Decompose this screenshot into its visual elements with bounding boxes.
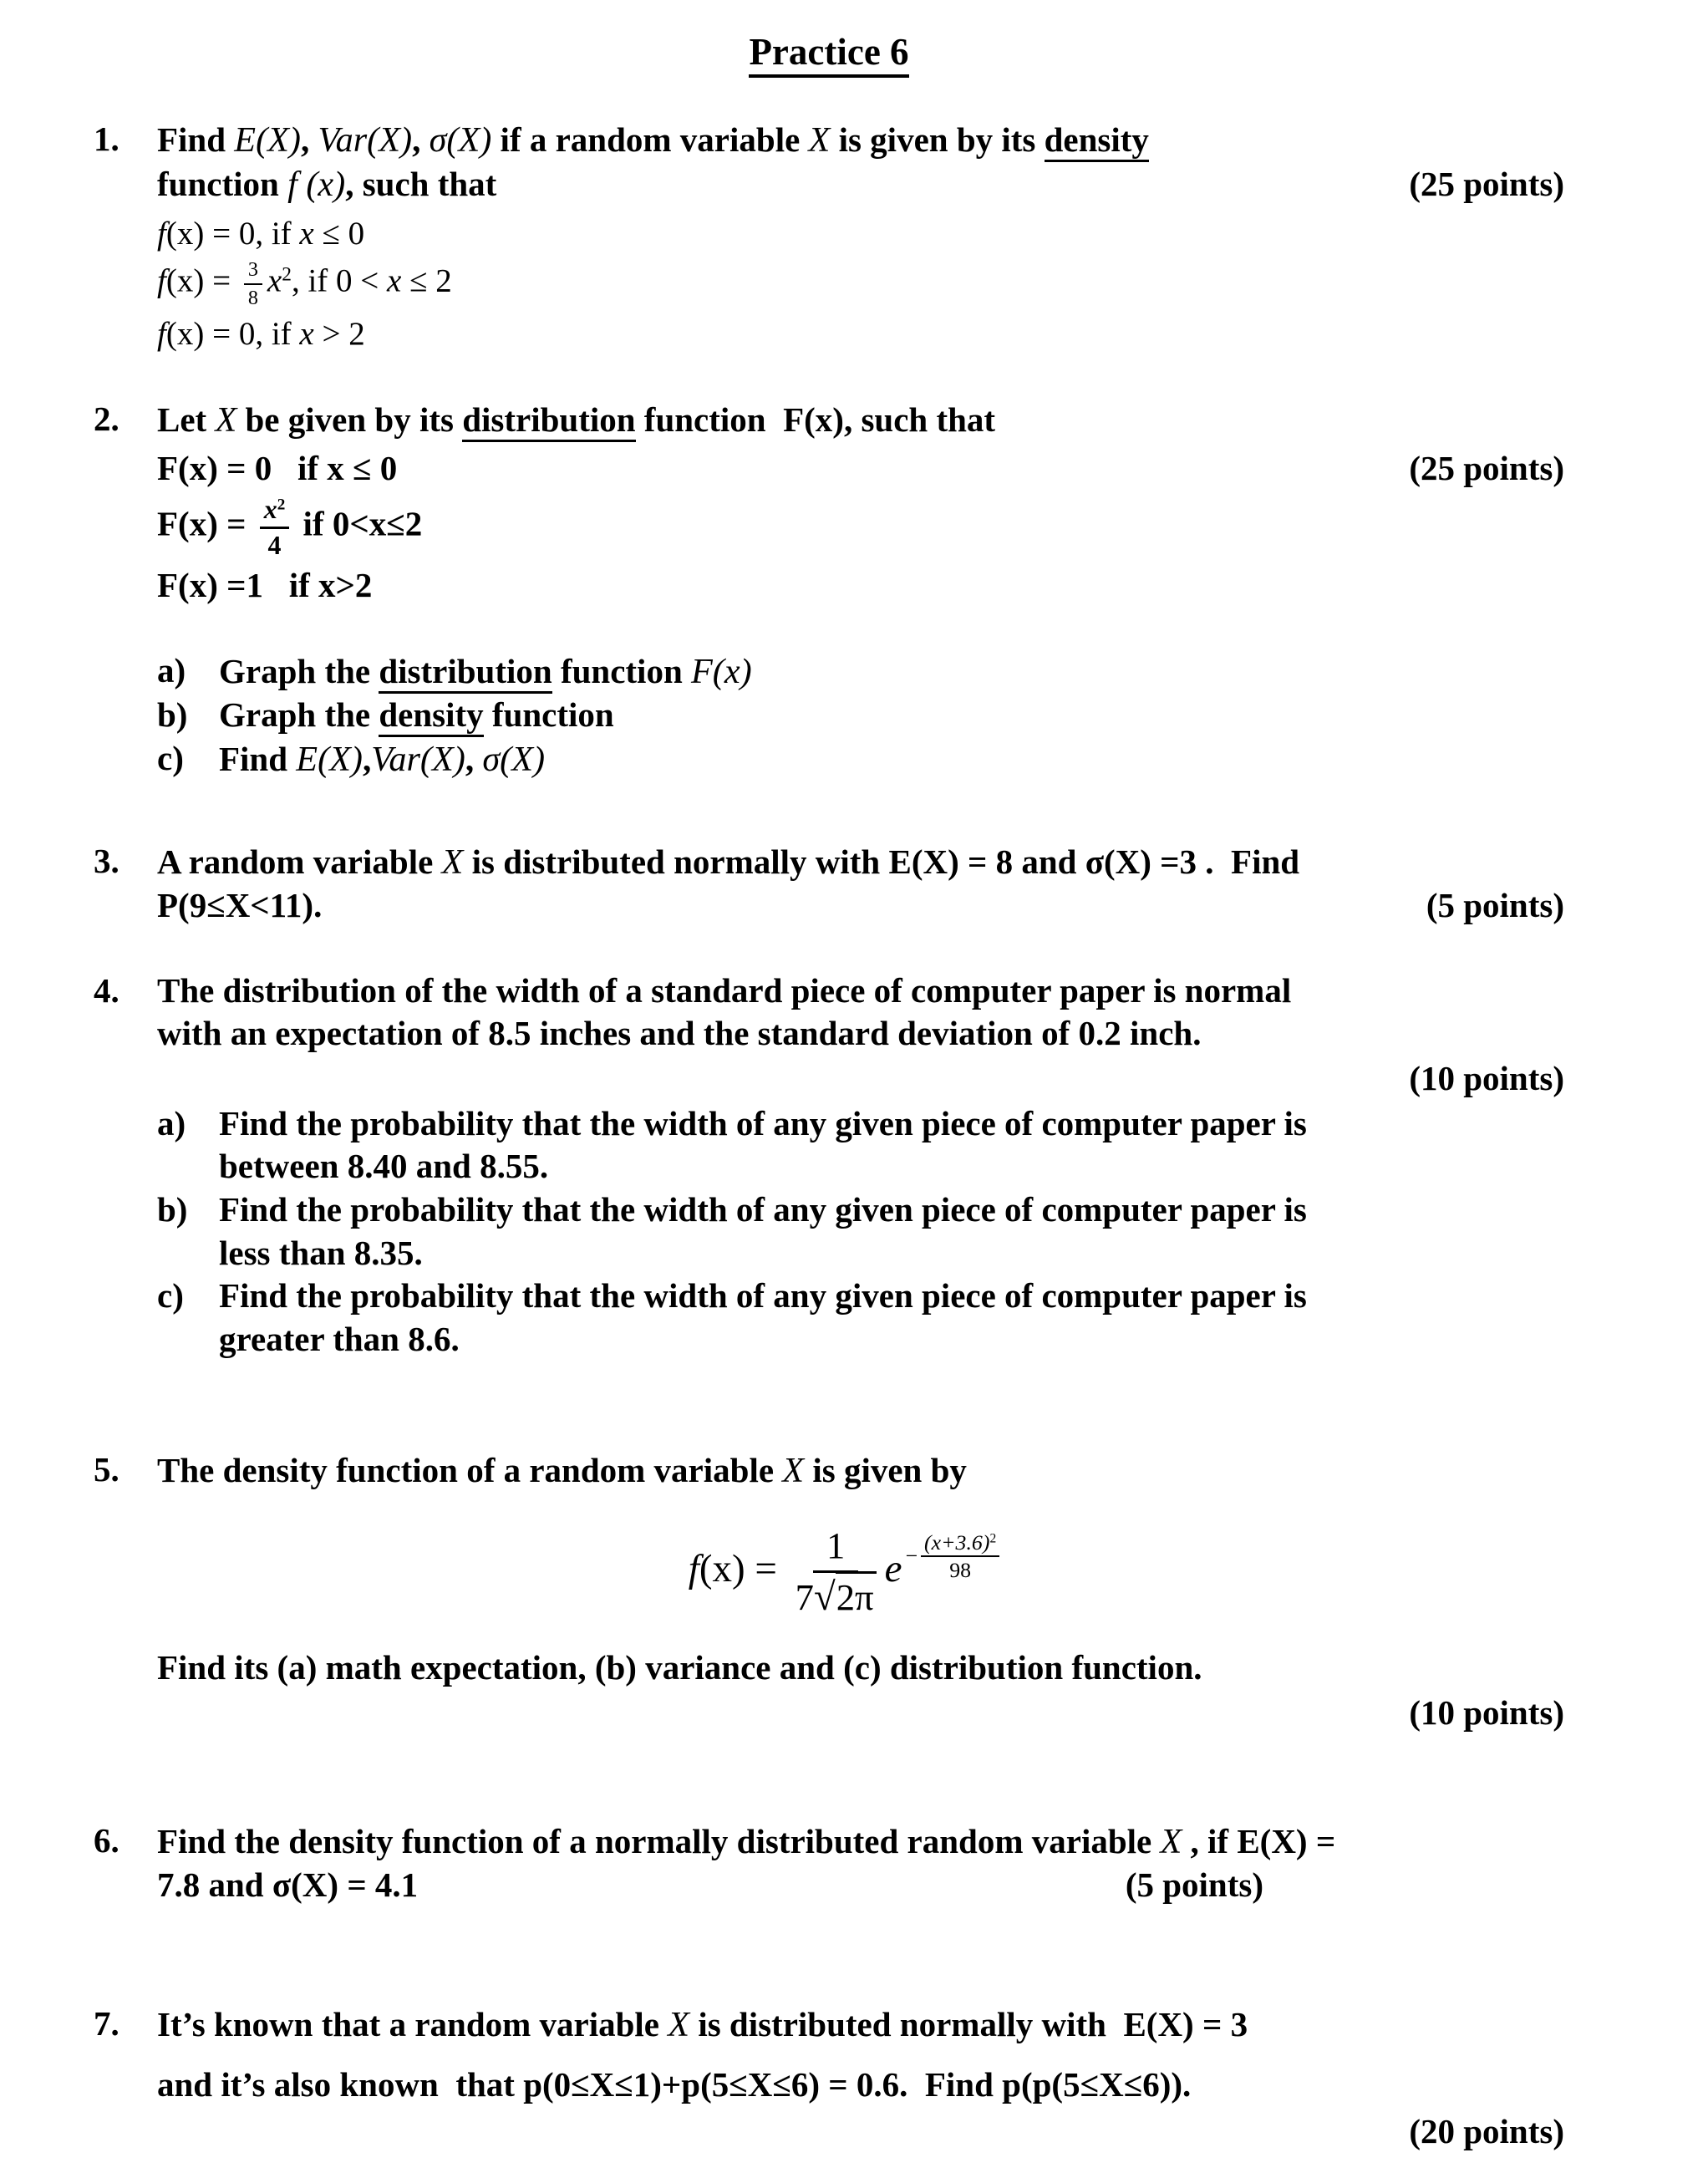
fraction-numerator — [921, 1531, 999, 1557]
text-run: with an expectation of 8.5 inches and the standard deviation of 0.2 inch. — [157, 1014, 1202, 1053]
problem-5-number: 5. — [94, 1449, 119, 1489]
text-run: > 2 — [313, 316, 365, 352]
text-run: (x) = — [699, 1546, 787, 1590]
points-label: (10 points) — [1409, 1059, 1564, 1098]
superscript: 2 — [277, 496, 286, 514]
points-label: (20 points) — [1409, 2111, 1564, 2150]
problem-3 — [94, 840, 1564, 928]
text-run: is distributed normally with E(X) = 8 and σ(X) =3 . Find — [463, 842, 1300, 881]
problem-1-statement — [157, 118, 1564, 206]
math-inline: σ(X) — [429, 120, 492, 160]
problem-1-formulas — [157, 213, 1564, 354]
problem-2-subitems — [157, 649, 1564, 781]
fraction-denominator: 4 — [267, 530, 282, 560]
superscript: 2 — [282, 263, 292, 286]
fraction-denominator — [796, 1573, 877, 1618]
subitem-c-label: c) — [157, 738, 184, 777]
text-run: F(x) = 0 if x ≤ 0 — [157, 449, 398, 488]
underlined-term: distribution — [379, 652, 552, 694]
subitem-b-label: b) — [157, 695, 188, 734]
underlined-term: density — [1045, 120, 1149, 162]
problem-5-statement — [157, 1448, 1564, 1493]
subitem-a-label: a) — [157, 650, 186, 690]
math-inline: X — [215, 400, 237, 440]
problem-6-number: 6. — [94, 1821, 119, 1860]
text-run: is given by — [804, 1450, 967, 1489]
problem-7-statement-line-2 — [157, 2064, 1564, 2107]
math-inline: E(X) — [296, 739, 363, 779]
math-inline: Var(X) — [371, 739, 465, 779]
problem-4-statement — [157, 969, 1564, 1056]
text-run: 7.8 and σ(X) = 4.1 — [157, 1865, 419, 1905]
text-run: if a random variable — [491, 120, 809, 159]
fraction-numerator — [260, 496, 290, 529]
subitem-c-text — [219, 1275, 1564, 1361]
text-run: (x) = 0, if — [165, 316, 300, 352]
math-inline: X — [1160, 1822, 1182, 1862]
text-run: Graph the — [219, 651, 379, 690]
problem-1-number: 1. — [94, 119, 119, 158]
text-run: is given by its — [830, 120, 1045, 159]
text-run: F(x) = — [157, 504, 255, 543]
problem-6 — [94, 1819, 1564, 1907]
distribution-formula-2 — [157, 496, 1564, 559]
problem-7-statement-line-1 — [157, 2003, 1564, 2047]
subitem-a-text — [219, 649, 1564, 694]
underlined-term: density — [379, 695, 483, 737]
subitem-b-label: b) — [157, 1190, 188, 1229]
subitem-b-text — [219, 1188, 1564, 1275]
subitem-b — [157, 694, 1564, 737]
math-inline: σ(X) — [482, 739, 546, 779]
problem-2-number: 2. — [94, 399, 119, 439]
text-run: function — [483, 695, 614, 734]
subitem-b — [157, 1188, 1564, 1275]
text-run: ≤ 2 — [401, 262, 452, 299]
problem-4-number: 4. — [94, 970, 119, 1010]
points-label: (5 points) — [1426, 886, 1564, 925]
text-run: if 0<x≤2 — [294, 504, 423, 543]
points-line — [157, 2110, 1564, 2154]
points-line — [157, 1057, 1564, 1101]
text-run: ≤ 0 — [313, 216, 365, 252]
text-run: Find the probability that the width of any given piece of computer paper is — [219, 1190, 1307, 1229]
problem-4-body — [157, 969, 1564, 1361]
text-run: , — [412, 120, 430, 159]
fraction-denominator: 98 — [949, 1557, 972, 1582]
text-run: , if 0 < — [291, 262, 388, 299]
subitem-c — [157, 1275, 1564, 1361]
math-var: x — [299, 316, 314, 352]
text-run: Find — [157, 120, 235, 159]
distribution-formula-3 — [157, 564, 1564, 608]
subitem-a — [157, 1102, 1564, 1188]
math-var-e: e — [884, 1546, 902, 1590]
text-run: (x) = — [165, 262, 239, 299]
radicand: 2π — [836, 1571, 877, 1618]
subitem-b-text — [219, 694, 1564, 737]
text-run: , — [465, 739, 483, 778]
text-run: P(9≤X<11). — [157, 886, 323, 925]
subitem-a-label: a) — [157, 1103, 186, 1142]
text-run: function F(x), such that — [635, 400, 996, 440]
fraction — [244, 259, 262, 308]
superscript: 2 — [989, 1531, 997, 1546]
density-display-formula — [157, 1526, 1531, 1618]
problem-3-number: 3. — [94, 841, 119, 880]
problem-5 — [94, 1448, 1564, 1737]
math-inline: X — [782, 1450, 805, 1490]
points-label: (10 points) — [1409, 1692, 1564, 1732]
text-run: Graph the — [219, 695, 379, 734]
text-run: , — [363, 739, 372, 778]
math-inline: E(X) — [234, 120, 301, 160]
text-run: function — [157, 164, 288, 203]
points-label: (25 points) — [1409, 165, 1564, 204]
math-var: f — [157, 316, 166, 352]
problem-7-number: 7. — [94, 2004, 119, 2043]
text-run: is distributed normally with E(X) = 3 — [689, 2005, 1248, 2044]
underlined-term: distribution — [462, 400, 635, 442]
distribution-formula-1 — [157, 447, 1564, 491]
subitem-c-label: c) — [157, 1276, 184, 1316]
math-var: x — [263, 494, 277, 524]
problem-3-statement — [157, 840, 1564, 928]
points-line — [157, 1692, 1564, 1735]
math-inline: X — [668, 2005, 690, 2045]
text-run: Find the probability that the width of any given piece of computer paper is — [219, 1276, 1307, 1316]
text-run: Let — [157, 400, 216, 440]
text-run: be given by its — [236, 400, 463, 440]
text-run: function — [552, 651, 692, 690]
text-run: (x) = 0, if — [165, 216, 300, 252]
text-run: Find the density function of a normally distributed random variable — [157, 1822, 1161, 1861]
text-run: F(x) =1 if x>2 — [157, 566, 373, 605]
math-var: x — [299, 216, 314, 252]
page-title-text: Practice 6 — [749, 31, 908, 78]
problem-2-body — [157, 398, 1564, 781]
problem-1-body — [157, 118, 1564, 359]
minus-sign: − — [905, 1543, 918, 1568]
points-label: (25 points) — [1409, 449, 1564, 488]
text-run: Find the probability that the width of any given piece of computer paper is — [219, 1103, 1307, 1142]
subitem-c — [157, 737, 1564, 781]
fraction — [260, 496, 290, 559]
problem-7-body — [157, 2003, 1564, 2155]
text-run: Find — [219, 739, 297, 778]
points-label: (5 points) — [1125, 1865, 1263, 1905]
page-title — [94, 28, 1564, 76]
fraction-denominator: 8 — [247, 286, 258, 309]
math-inline: f (x) — [287, 164, 346, 204]
text-run: , such that — [345, 164, 497, 203]
problem-5-body — [157, 1448, 1564, 1737]
problem-6-body — [157, 1819, 1564, 1907]
subitem-c-text — [219, 737, 1564, 781]
math-var: x — [267, 262, 282, 299]
fraction — [796, 1526, 877, 1618]
math-inline: Var(X) — [318, 120, 413, 160]
math-var: f — [157, 262, 166, 299]
text-run: The density function of a random variable — [157, 1450, 783, 1489]
text-run: The distribution of the width of a standard piece of computer paper is normal — [157, 970, 1292, 1010]
problem-7 — [94, 2003, 1564, 2155]
text-run: between 8.40 and 8.55. — [219, 1147, 549, 1186]
text-run: greater than 8.6. — [219, 1319, 460, 1358]
text-run: A random variable — [157, 842, 442, 881]
text-run: , if E(X) = — [1182, 1822, 1336, 1861]
math-expr: (x+3.6) — [924, 1529, 990, 1555]
fraction-numerator: 3 — [244, 259, 262, 284]
problem-6-statement — [157, 1819, 1564, 1907]
density-formula-1 — [157, 213, 1564, 254]
text-run: , — [301, 120, 318, 159]
problem-3-body — [157, 840, 1564, 928]
text-run: It’s known that a random variable — [157, 2005, 668, 2044]
text-run: and it’s also known that p(0≤X≤1)+p(5≤X≤6) = 0.6. Find p(p(5≤X≤6)). — [157, 2065, 1192, 2104]
math-var: f — [157, 216, 166, 252]
math-inline: F(x) — [691, 651, 752, 691]
math-var: f — [688, 1546, 699, 1590]
problem-4 — [94, 969, 1564, 1361]
density-formula-2 — [157, 259, 1564, 308]
problem-2-statement — [157, 398, 1564, 442]
text-run: Find its (a) math expectation, (b) variance and (c) distribution function. — [157, 1647, 1202, 1687]
exponent — [905, 1531, 999, 1581]
math-inline: X — [808, 120, 831, 160]
math-inline: X — [441, 842, 464, 882]
coefficient: 7 — [795, 1575, 814, 1618]
problem-5-tasks — [157, 1646, 1564, 1690]
exponent-fraction — [921, 1531, 999, 1581]
math-var: x — [387, 262, 402, 299]
density-formula-3 — [157, 313, 1564, 354]
problem-1 — [94, 118, 1564, 359]
problem-2 — [94, 398, 1564, 781]
fraction-numerator: 1 — [813, 1526, 858, 1573]
subitem-a-text — [219, 1102, 1564, 1188]
subitem-a — [157, 649, 1564, 694]
text-run: less than 8.35. — [219, 1233, 423, 1272]
radical-sign: √ — [813, 1575, 836, 1619]
